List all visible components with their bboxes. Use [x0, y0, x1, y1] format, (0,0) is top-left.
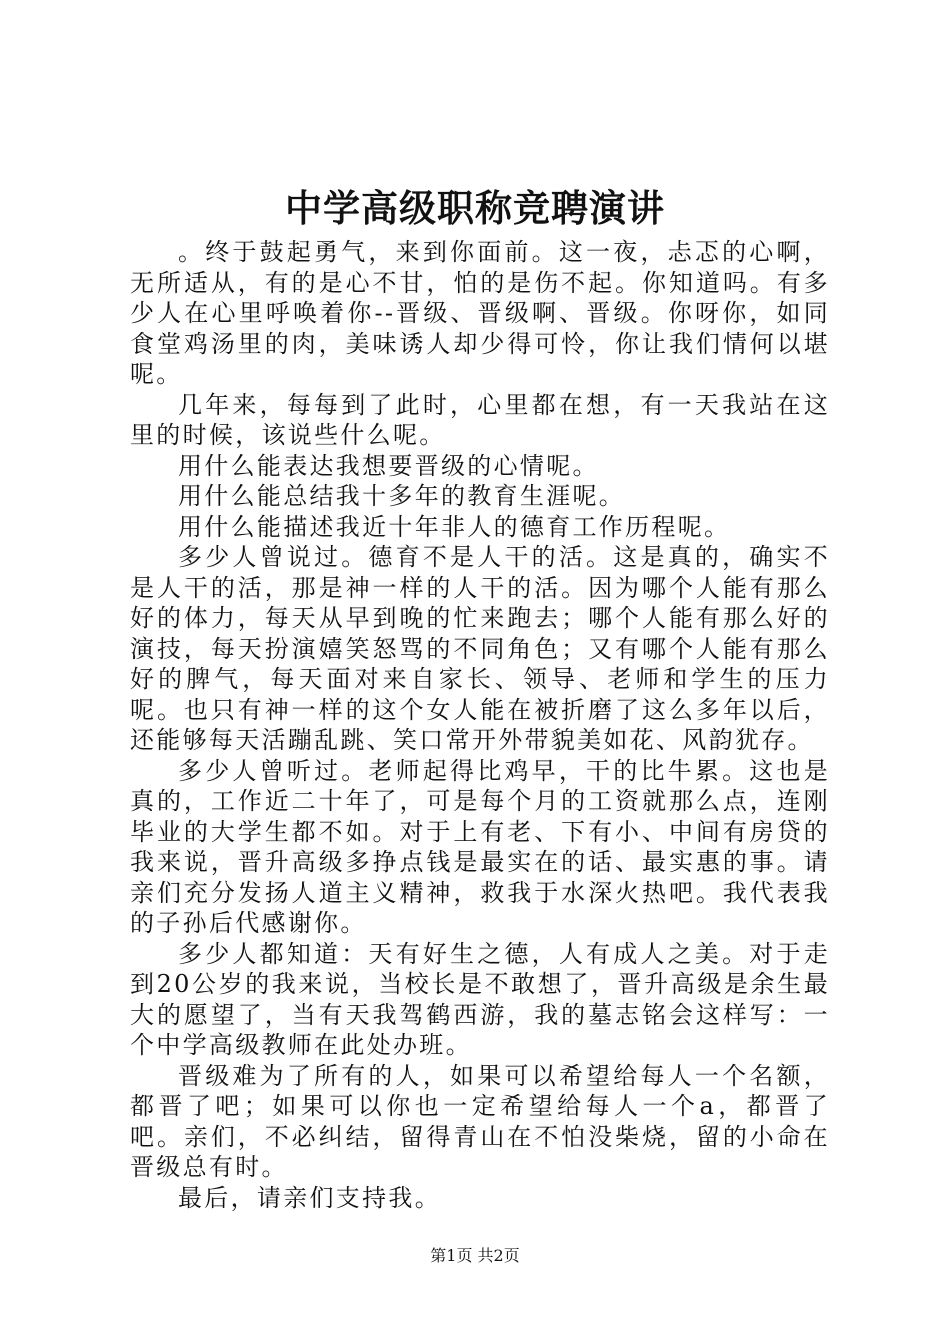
- document-body: [130, 237, 830, 1213]
- paragraph: 晋级难为了所有的人，如果可以希望给每人一个名额，都晋了吧；如果可以你也一定希望给每人一个a，都晋了吧。亲们，不必纠结，留得青山在不怕没柴烧，留的小命在晋级总有时。: [130, 1061, 830, 1181]
- paragraph: 多少人曾说过。德育不是人干的活。这是真的，确实不是人干的活，那是神一样的人干的活。因为哪个人能有那么好的体力，每天从早到晚的忙来跑去；哪个人能有那么好的演技，每天扮演嬉笑怒骂的不同角色；又有哪个人能有那么好的脾气，每天面对来自家长、领导、老师和学生的压力呢。也只有神一样的这个女人能在被折磨了这么多年以后，还能够每天活蹦乱跳、笑口常开外带貌美如花、风韵犹存。: [130, 543, 830, 754]
- paragraph: 几年来，每每到了此时，心里都在想，有一天我站在这里的时候，该说些什么呢。: [130, 390, 830, 449]
- paragraph: 用什么能总结我十多年的教育生涯呢。: [178, 482, 626, 510]
- paragraph: 。终于鼓起勇气，来到你面前。这一夜，忐忑的心啊，无所适从，有的是心不甘，怕的是伤不起。你知道吗。有多少人在心里呼唤着你--晋级、晋级啊、晋级。你呀你，如同食堂鸡汤里的肉，美味诱人却少得可怜，你让我们情何以堪呢。: [130, 238, 830, 388]
- paragraph: 用什么能表达我想要晋级的心情呢。: [178, 451, 599, 480]
- page-footer: 第1页 共2页: [430, 1246, 520, 1265]
- paragraph: 多少人都知道：天有好生之德，人有成人之美。对于走到20公岁的我来说，当校长是不敢想了，晋升高级是余生最大的愿望了，当有天我驾鹤西游，我的墓志铭会这样写：一个中学高级教师在此处办班。: [130, 939, 830, 1059]
- page-title: 中学高级职称竞聘演讲: [285, 186, 665, 230]
- paragraph: 最后，请亲们支持我。: [178, 1183, 441, 1212]
- paragraph: 用什么能描述我近十年非人的德育工作历程呢。: [178, 512, 731, 541]
- paragraph: 多少人曾听过。老师起得比鸡早，干的比牛累。这也是真的，工作近二十年了，可是每个月的工资就那么点，连刚毕业的大学生都不如。对于上有老、下有小、中间有房贷的我来说，晋升高级多挣点钱是最实在的话、最实惠的事。请亲们充分发扬人道主义精神，救我于水深火热吧。我代表我的子孙后代感谢你。: [130, 756, 830, 937]
